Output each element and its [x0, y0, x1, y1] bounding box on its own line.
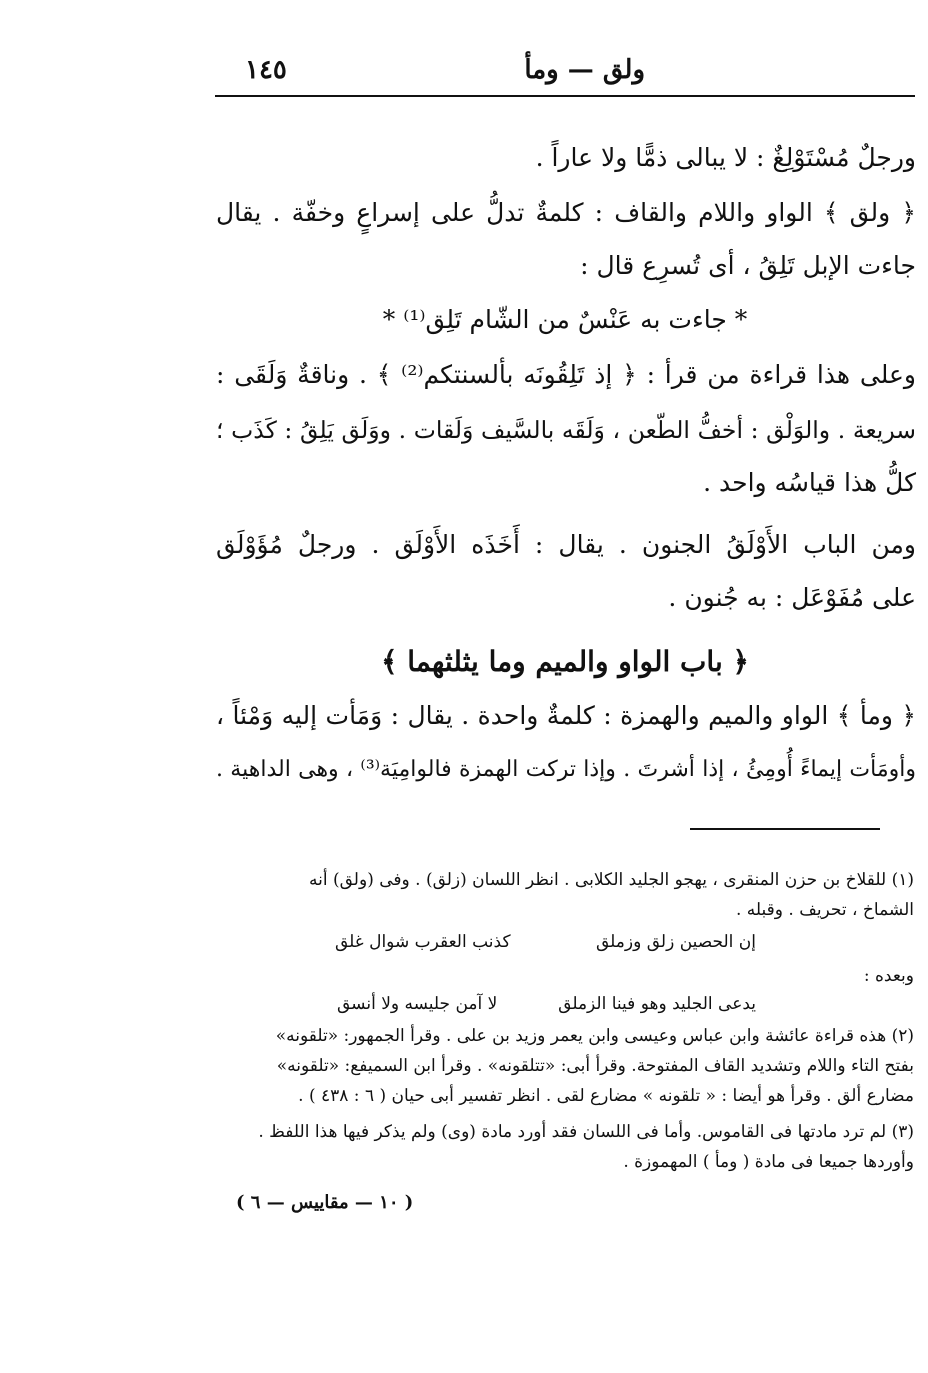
- footnote-2-line-2: بفتح التاء واللام وتشديد القاف المفتوحة. وقرأ أبى: «تتلقونه» . وقرأ ابن السميفع: «تلقونه»: [276, 1056, 914, 1076]
- body-line-10-entry-wma: ﴿ ومأ ﴾ الواو والميم والهمزة : كلمةٌ واحدة . يقال : وَمَأت إليه وَمْئاً ،: [216, 701, 916, 730]
- body-line-3: جاءت الإبل تَلِقُ ، أى تُسرِع قال :: [580, 251, 916, 280]
- signature-mark: ( ١٠ — مقاييس — ٦ ): [236, 1192, 414, 1213]
- running-header: [215, 55, 915, 97]
- footnote-verse-1-hemistich-2: كذنب العقرب شوال غلق: [335, 932, 511, 952]
- body-line-11: وأومَأت إيماءً أُومِئُ ، إذا أشرتَ . وإذا تركت الهمزة فالوامِيَة⁽³⁾ ، وهى الداهية .: [216, 757, 916, 782]
- footnote-verse-2-hemistich-2: لا آمن جليسه ولا أنسق: [337, 994, 498, 1014]
- section-heading: ﴿ باب الواو والميم وما يثلثهما ﴾: [381, 645, 749, 678]
- footnote-2-line-1: (٢) هذه قراءة عائشة وابن عباس وعيسى وابن يعمر وزيد بن على . وقرأ الجمهور: «تلقونه»: [275, 1026, 914, 1046]
- header-title: ولق — ومأ: [524, 55, 645, 85]
- footnote-1-line-1: (١) للقلاخ بن حزن المنقرى ، يهجو الجليد الكلابى . انظر اللسان (زلق) . وفى (ولق) أنه: [309, 870, 914, 890]
- body-line-8: ومن الباب الأَوْلَقُ الجنون . يقال : أَخَذَه الأَوْلَق . ورجلٌ مُؤَوْلَق: [216, 530, 917, 559]
- footnote-verse-1-hemistich-1: إن الحصين زلق وزملق: [595, 932, 756, 952]
- footnote-3-line-1: (٣) لم ترد مادتها فى القاموس. وأما فى اللسان فقد أورد مادة (وى) ولم يذكر فيها هذا اللفظ .: [258, 1122, 914, 1142]
- body-line-2-entry-wlq: ﴿ ولق ﴾ الواو واللام والقاف : كلمةٌ تدلُّ على إسراعٍ وخفّة . يقال: [216, 198, 916, 227]
- footnote-verse-2-hemistich-1: يدعى الجليد وهو فينا الزملق: [558, 994, 756, 1014]
- verse-quote: * جاءت به عَنْسٌ من الشّام تَلِق⁽¹⁾ *: [382, 305, 748, 334]
- footnote-1-line-2: الشماخ ، تحريف . وقبله .: [736, 900, 914, 920]
- footnote-2-line-3: مضارع ألق . وقرأ هو أيضا : « تلقونه » مضارع لقى . انظر تفسير أبى حيان ( ٦ : ٤٣٨ ) .: [298, 1086, 914, 1106]
- footnote-1-line-3: وبعده :: [863, 966, 914, 986]
- page-number: ١٤٥: [245, 55, 287, 85]
- footnote-divider: [690, 828, 880, 830]
- footnote-3-line-2: وأوردها جميعا فى مادة ( ومأ ) المهموزة .: [623, 1152, 914, 1172]
- body-line-6: سريعة . والوَلْق : أخفُّ الطّعن ، وَلَقَه بالسَّيف وَلَقات . ووَلَق يَلِقُ : كَذَب ؛: [216, 416, 916, 444]
- body-line-1: ورجلٌ مُسْتَوْلِغٌ : لا يبالى ذمًّا ولا عاراً .: [535, 143, 916, 172]
- body-line-5: وعلى هذا قراءة من قرأ : ﴿ إذ تَلِقُونَه بألسنتكم⁽²⁾ ﴾ . وناقةٌ وَلَقَى :: [216, 360, 916, 389]
- body-line-7: كلُّ هذا قياسُه واحد .: [703, 468, 916, 497]
- body-line-9: على مُفَوْعَل : به جُنون .: [668, 583, 916, 612]
